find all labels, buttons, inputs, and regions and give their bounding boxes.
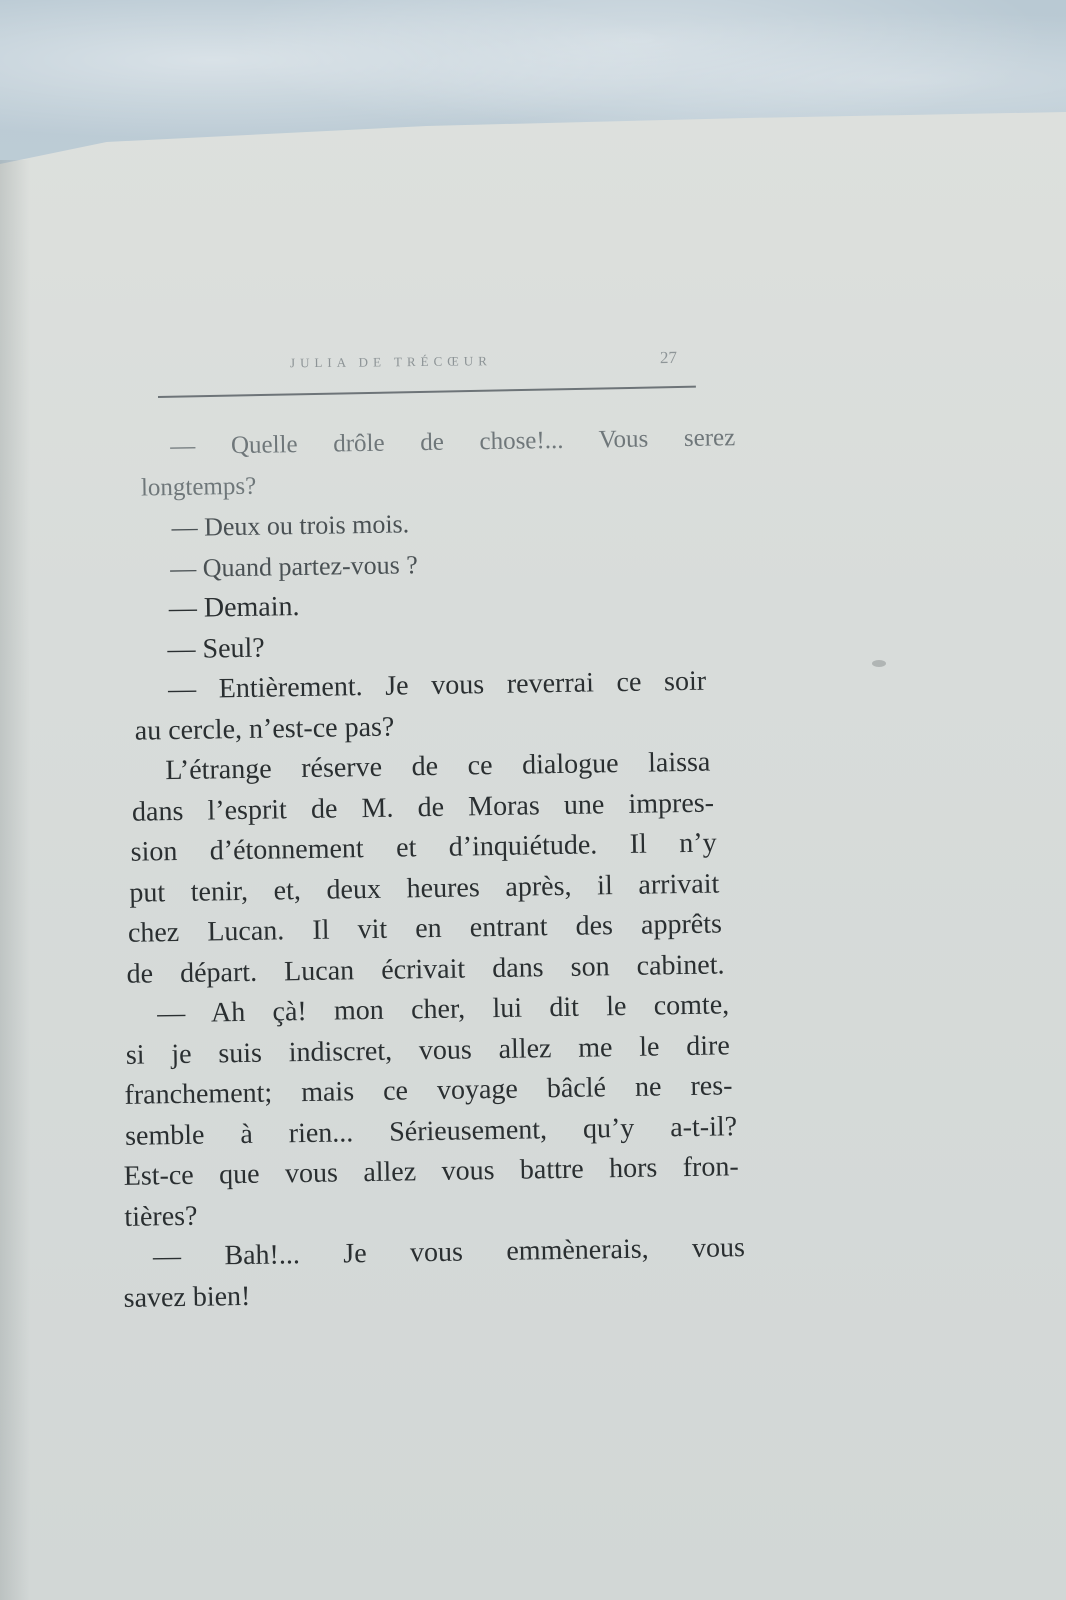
text-line: L’étrange réserve de ce dialogue laissa	[165, 746, 711, 787]
text-line: — Entièrement. Je vous reverrai ce soir	[167, 665, 707, 706]
text-line: — Deux ou trois mois.	[171, 509, 410, 543]
text-line: — Ah çà! mon cher, lui dit le comte,	[156, 989, 730, 1030]
paper-speck	[872, 660, 886, 667]
text-line: — Seul?	[167, 632, 265, 665]
text-line: franchement; mais ce voyage bâclé ne res-	[124, 1070, 733, 1111]
text-line: Est-ce que vous allez vous battre hors fron-	[123, 1151, 739, 1192]
page-body	[110, 418, 749, 1319]
text-line: — Quand partez-vous ?	[169, 549, 419, 583]
running-head-title: JULIA DE TRÉCŒUR	[289, 353, 492, 371]
text-line: au cercle, n’est-ce pas?	[134, 711, 395, 747]
text-line: si je suis indiscret, vous allez me le dire	[125, 1029, 731, 1071]
page-number: 27	[659, 347, 678, 368]
text-line: savez bien!	[123, 1280, 251, 1314]
text-line: de départ. Lucan écrivait dans son cabinet.	[126, 948, 725, 990]
text-line: — Bah!... Je vous emmènerais, vous	[152, 1232, 746, 1273]
text-line: put tenir, et, deux heures après, il arrivait	[129, 867, 720, 909]
text-line: dans l’esprit de M. de Moras une impres-	[131, 787, 715, 828]
text-line: tières?	[124, 1200, 198, 1233]
text-line: sion d’étonnement et d’inquiétude. Il n’y	[130, 827, 717, 868]
page-edge-shadow	[0, 160, 30, 1600]
text-line: — Quelle drôle de chose!... Vous serez	[170, 424, 736, 461]
text-line: — Demain.	[168, 591, 300, 625]
text-line: longtemps?	[140, 472, 257, 502]
text-line: semble à rien... Sérieusement, qu’y a-t-il?	[124, 1110, 738, 1152]
text-line: chez Lucan. Il vit en entrant des apprêts	[127, 908, 723, 949]
